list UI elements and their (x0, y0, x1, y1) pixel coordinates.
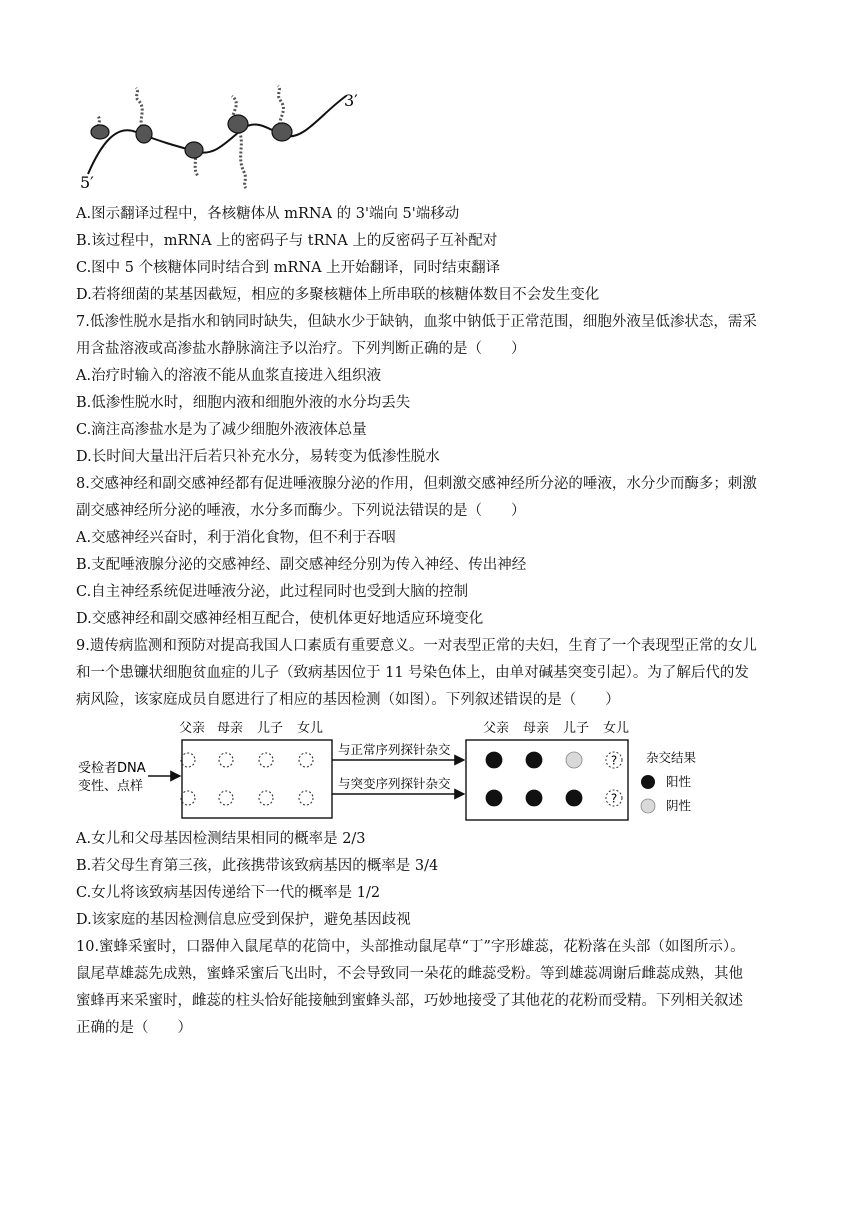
result-dot-normal-probe-son (566, 752, 582, 768)
q10-stem-line-1: 10.蜜蜂采蜜时，口器伸入鼠尾草的花筒中，头部推动鼠尾草“丁”字形雄蕊，花粉落在头部（如图所示）。 (76, 939, 745, 955)
result-dot-mutant-probe-daughter-unknown-mark: ? (610, 791, 618, 806)
header-right-mother: 母亲 (522, 721, 550, 736)
q7-option-c: C.滴注高渗盐水是为了减少细胞外液液体总量 (76, 422, 367, 438)
q6-option-c: C.图中 5 个核糖体同时结合到 mRNA 上开始翻译，同时结束翻译 (76, 260, 501, 276)
legend-negative-label: 阴性 (666, 798, 692, 813)
q10-stem-line-2: 鼠尾草雄蕊先成熟，蜜蜂采蜜后飞出时，不会导致同一朵花的雌蕊受粉。等到雄蕊凋谢后雌蕊成熟，其他 (76, 966, 743, 982)
mrna-strand (88, 96, 346, 174)
result-dot-normal-probe-daughter-unknown-mark: ? (610, 753, 618, 768)
sample-membrane-box (182, 740, 332, 818)
mutant-probe-label: 与突变序列探针杂交 (338, 776, 451, 791)
q9-stem-line-3: 病风险，该家庭成员自愿进行了相应的基因检测（如图）。下列叙述错误的是（ ） (76, 692, 620, 708)
q6-option-a: A.图示翻译过程中，各核糖体从 mRNA 的 3'端向 5'端移动 (76, 206, 460, 222)
q7-option-d: D.长时间大量出汗后若只补充水分，易转变为低渗性脱水 (76, 449, 440, 465)
result-dot-normal-probe-father (486, 752, 502, 768)
sample-label-line-2: 变性、点样 (78, 779, 144, 794)
q6-option-b: B.该过程中，mRNA 上的密码子与 tRNA 上的反密码子互补配对 (76, 233, 498, 249)
q10-stem-line-4: 正确的是（ ） (76, 1020, 192, 1036)
normal-probe-label: 与正常序列探针杂交 (338, 742, 451, 757)
legend-title: 杂交结果 (646, 750, 697, 765)
result-dot-mutant-probe-son (566, 790, 582, 806)
ribosome-1 (91, 125, 109, 139)
q9-option-a: A.女儿和父母基因检测结果相同的概率是 2/3 (76, 831, 366, 847)
q9-stem-line-1: 9.遗传病监测和预防对提高我国人口素质有重要意义。一对表型正常的夫妇，生育了一个表现型正常的女儿 (76, 638, 757, 654)
ribosome-3 (185, 142, 203, 158)
header-left-mother: 母亲 (216, 721, 244, 736)
label-5prime: 5′ (80, 173, 94, 192)
q9-option-d: D.该家庭的基因检测信息应受到保护，避免基因歧视 (76, 912, 411, 928)
q8-stem-line-2: 副交感神经所分泌的唾液，水分多而酶少。下列说法错误的是（ ） (76, 503, 526, 519)
q8-option-a: A.交感神经兴奋时，利于消化食物，但不利于吞咽 (76, 530, 396, 546)
q7-stem-line-2: 用含盐溶液或高渗盐水静脉滴注予以治疗。下列判断正确的是（ ） (76, 341, 526, 357)
q10-stem-line-3: 蜜蜂再来采蜜时，雌蕊的柱头恰好能接触到蜜蜂头部，巧妙地接受了其他花的花粉而受精。下列相关叙述 (76, 993, 743, 1009)
result-membrane-box (466, 740, 628, 820)
q8-option-c: C.自主神经系统促进唾液分泌，此过程同时也受到大脑的控制 (76, 584, 469, 600)
polypeptide-chain-4 (232, 96, 246, 188)
header-left-father: 父亲 (178, 721, 206, 736)
legend-positive-label: 阳性 (666, 774, 692, 789)
ribosome-2 (136, 125, 152, 143)
q8-stem-line-1: 8.交感神经和副交感神经都有促进唾液腺分泌的作用，但刺激交感神经所分泌的唾液，水分少而酶多；刺激 (76, 476, 757, 492)
q9-stem-line-2: 和一个患镰状细胞贫血症的儿子（致病基因位于 11 号染色体上，由单对碱基突变引起）。为了解后代的发 (76, 665, 749, 681)
q7-option-b: B.低渗性脱水时，细胞内液和细胞外液的水分均丢失 (76, 395, 411, 411)
result-dot-mutant-probe-father (486, 790, 502, 806)
result-dot-normal-probe-mother (526, 752, 542, 768)
q8-option-d: D.交感神经和副交感神经相互配合，使机体更好地适应环境变化 (76, 611, 484, 627)
header-right-daughter: 女儿 (602, 721, 630, 736)
q9-option-b: B.若父母生育第三孩，此孩携带该致病基因的概率是 3/4 (76, 858, 439, 874)
header-left-daughter: 女儿 (296, 721, 324, 736)
header-right-son: 儿子 (562, 721, 590, 736)
gene-detection-figure (76, 714, 716, 826)
sample-label-line-1: 受检者DNA (78, 761, 146, 776)
ribosome-5 (272, 123, 292, 141)
q7-stem-line-1: 7.低渗性脱水是指水和钠同时缺失，但缺水少于缺钠，血浆中钠低于正常范围，细胞外液呈低渗状态，需采 (76, 314, 757, 330)
header-right-father: 父亲 (482, 721, 510, 736)
q6-option-d: D.若将细菌的某基因截短，相应的多聚核糖体上所串联的核糖体数目不会发生变化 (76, 287, 600, 303)
result-dot-mutant-probe-mother (526, 790, 542, 806)
polyribosome-figure (76, 84, 376, 194)
header-left-son: 儿子 (256, 721, 284, 736)
q9-option-c: C.女儿将该致病基因传递给下一代的概率是 1/2 (76, 885, 381, 901)
q8-option-b: B.支配唾液腺分泌的交感神经、副交感神经分别为传入神经、传出神经 (76, 557, 527, 573)
legend-negative-marker (641, 799, 655, 813)
label-3prime: 3′ (344, 91, 358, 110)
ribosome-4 (228, 115, 248, 133)
q7-option-a: A.治疗时输入的溶液不能从血浆直接进入组织液 (76, 368, 382, 384)
legend-positive-marker (641, 775, 655, 789)
